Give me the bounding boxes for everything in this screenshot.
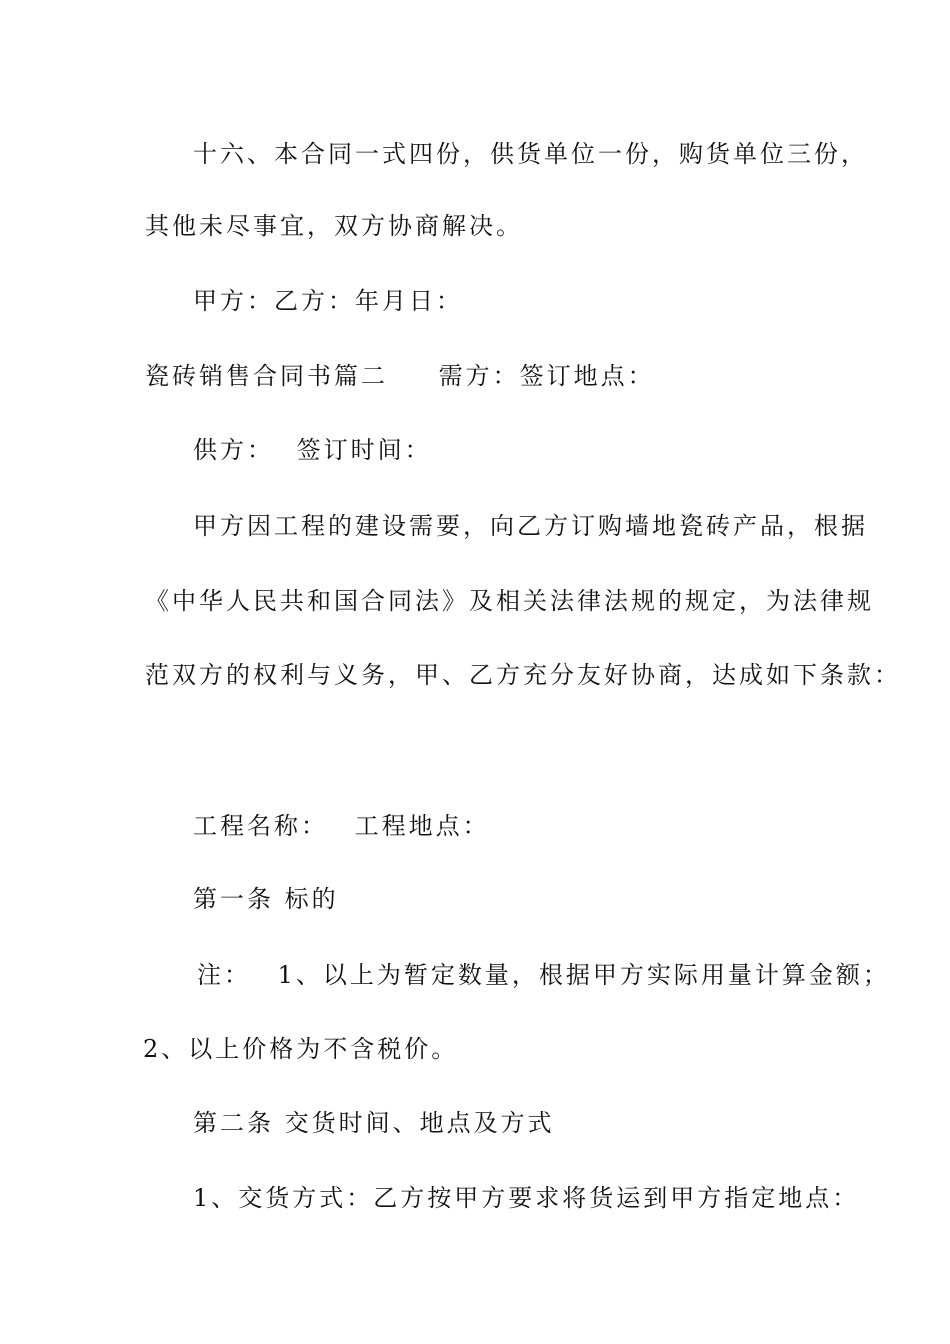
- text: 1、以上为暂定数量，根据甲方实际用量计算金额；: [277, 961, 890, 989]
- text: 需方：签订地点：: [438, 362, 655, 390]
- paragraph-line: [0, 286, 950, 316]
- paragraph-line: [0, 586, 950, 616]
- text: 甲方：乙方：年月日：: [193, 287, 463, 315]
- paragraph-line: [0, 361, 950, 391]
- paragraph-line: [0, 1183, 950, 1213]
- text: 十六、本合同一式四份，供货单位一份，购货单位三份，: [193, 140, 868, 168]
- paragraph-line: [0, 811, 950, 841]
- text: 工程地点：: [354, 812, 490, 840]
- paragraph-line: [0, 511, 950, 541]
- text: 2、以上价格为不含税价。: [143, 1035, 459, 1063]
- text: 《中华人民共和国合同法》及相关法律法规的规定，为法律规: [145, 587, 874, 615]
- paragraph-line: [0, 884, 950, 914]
- text: 供方：: [193, 436, 274, 464]
- text: 注：: [197, 961, 251, 989]
- text: 签订时间：: [296, 436, 432, 464]
- paragraph-line: [0, 139, 950, 169]
- section-title: 瓷砖销售合同书篇二: [145, 362, 388, 390]
- text: 其他未尽事宜，双方协商解决。: [145, 212, 523, 240]
- paragraph-line: [0, 435, 950, 465]
- article-heading: 第一条 标的: [193, 885, 339, 913]
- text: 范双方的权利与义务，甲、乙方充分友好协商，达成如下条款：: [145, 661, 901, 689]
- text: 工程名称：: [193, 812, 328, 840]
- paragraph-line: [0, 1034, 950, 1064]
- article-heading: 第二条 交货时间、地点及方式: [193, 1109, 555, 1137]
- paragraph-line: [0, 660, 950, 690]
- paragraph-line: [0, 211, 950, 241]
- paragraph-line: [0, 1108, 950, 1138]
- text: 甲方因工程的建设需要，向乙方订购墙地瓷砖产品，根据: [193, 512, 868, 540]
- paragraph-line: [0, 960, 950, 990]
- text: 1、交货方式：乙方按甲方要求将货运到甲方指定地点：: [193, 1184, 860, 1212]
